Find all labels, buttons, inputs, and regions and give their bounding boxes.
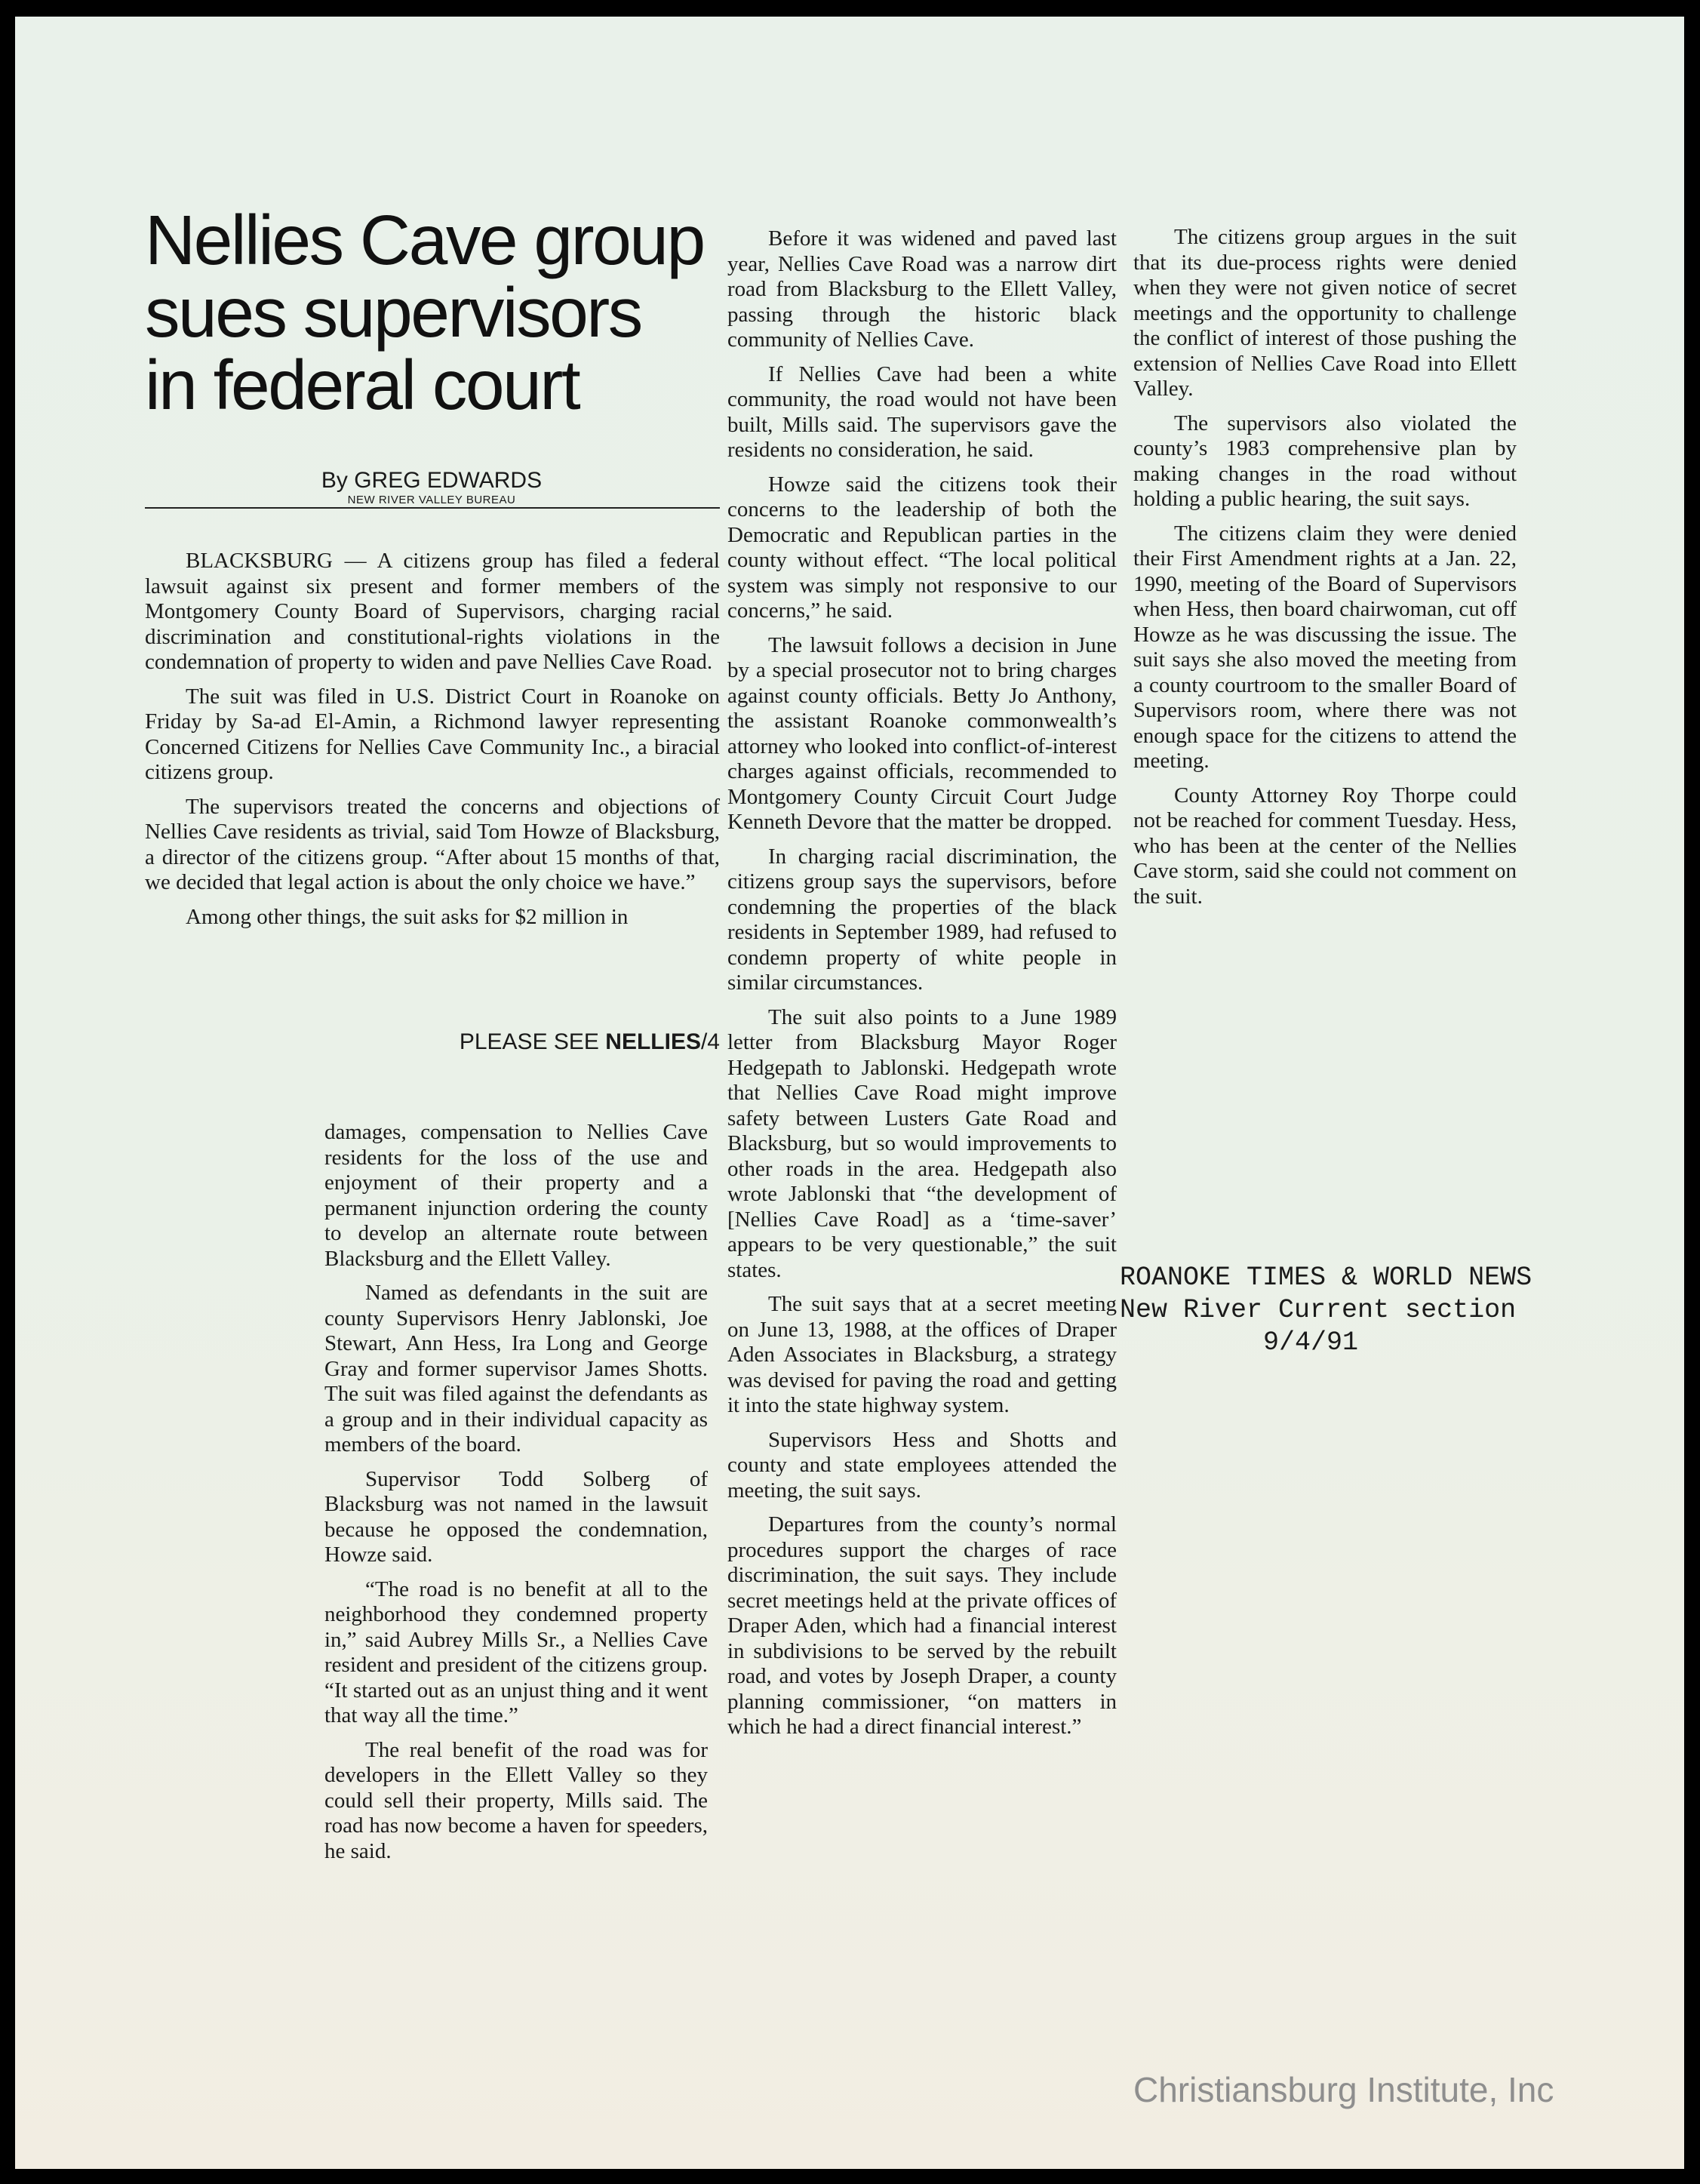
paragraph: Departures from the county’s normal procedures support the charges of race discrimination, the suit says. They include secret meetings held at the private offices of Draper Aden, which had a financial interest in subdivisions to be served by the rebuilt road, and votes by Joseph Draper, a county planning commissioner, “on matters in which he had a direct financial interest.”: [727, 1512, 1117, 1739]
article-column-1-continued: [324, 1120, 708, 1873]
paragraph: The supervisors treated the concerns and objections of Nellies Cave residents as trivial, said Tom Howze of Blacksburg, a director of the citizens group. “After about 15 months of that, we decided that legal action is about the only choice we have.”: [145, 794, 720, 894]
paragraph: The suit was filed in U.S. District Court in Roanoke on Friday by Sa-ad El-Amin, a Richmond lawyer representing Concerned Citizens for Nellies Cave Community Inc., a biracial citizens group.: [145, 684, 720, 784]
article-column-2: [727, 226, 1117, 1749]
paragraph: Before it was widened and paved last year, Nellies Cave Road was a narrow dirt road from Blacksburg to the Ellett Valley, passing through the historic black community of Nellies Cave.: [727, 226, 1117, 352]
jump-page: /4: [700, 1029, 720, 1054]
paragraph: If Nellies Cave had been a white community, the road would not have been built, Mills said. The supervisors gave the residents no consideration, he said.: [727, 361, 1117, 462]
source-date: 9/4/91: [1263, 1327, 1359, 1358]
byline-rule: [145, 507, 720, 509]
watermark: Christiansburg Institute, Inc: [1133, 2070, 1554, 2109]
paragraph: Howze said the citizens took their concerns to the leadership of both the Democratic and Republican parties in the county without effect. “The local political system was simply not responsive to our concerns,” he said.: [727, 472, 1117, 623]
paragraph: County Attorney Roy Thorpe could not be reached for comment Tuesday. Hess, who has been at the center of the Nellies Cave storm, said she could not comment on the suit.: [1133, 783, 1517, 909]
headline: [145, 201, 718, 424]
newspaper-clipping: [15, 17, 1684, 2169]
paragraph: In charging racial discrimination, the citizens group says the supervisors, before condemning the properties of the black residents in September 1989, had refused to condemn property of white people in similar circumstances.: [727, 844, 1117, 995]
paragraph: BLACKSBURG — A citizens group has filed a federal lawsuit against six present and former members of the Montgomery County Board of Supervisors, charging racial discrimination and constitutional-rights violations in the condemnation of property to widen and pave Nellies Cave Road.: [145, 549, 720, 674]
paragraph: The real benefit of the road was for developers in the Ellett Valley so they could sell their property, Mills said. The road has now become a haven for speeders, he said.: [324, 1737, 708, 1863]
paragraph: “The road is no benefit at all to the neighborhood they condemned property in,” said Aubrey Mills Sr., a Nellies Cave resident and president of the citizens group. “It started out as an unjust thing and it went that way all the time.”: [324, 1576, 708, 1727]
continuation-line: [145, 1029, 720, 1056]
byline-bureau: NEW RIVER VALLEY BUREAU: [347, 494, 516, 506]
paragraph: Supervisors Hess and Shotts and county and state employees attended the meeting, the suit says.: [727, 1427, 1117, 1503]
byline: [145, 468, 718, 507]
paragraph: The supervisors also violated the county’s 1983 comprehensive plan by making changes in the road without holding a public hearing, the suit says.: [1133, 411, 1517, 511]
paragraph: The suit says that at a secret meeting on June 13, 1988, at the offices of Draper Aden Associates in Blacksburg, a strategy was devised for paving the road and getting it into the state highway system.: [727, 1292, 1117, 1417]
source-publication: ROANOKE TIMES & WORLD NEWS: [1120, 1263, 1532, 1293]
jump-keyword: NELLIES: [605, 1029, 701, 1054]
paragraph: Named as defendants in the suit are county Supervisors Henry Jablonski, Joe Stewart, Ann Hess, Ira Long and George Gray and former supervisor James Shotts. The suit was filed against the defendants as a group and in their individual capacity as members of the board.: [324, 1281, 708, 1457]
paragraph: The citizens group argues in the suit that its due-process rights were denied when they were not given notice of secret meetings and the opportunity to challenge the conflict of interest of those pushing the extension of Nellies Cave Road into Ellett Valley.: [1133, 225, 1517, 401]
paragraph: The suit also points to a June 1989 letter from Blacksburg Mayor Roger Hedgepath to Jablonski. Hedgepath wrote that Nellies Cave Road might improve safety between Lusters Gate Road and Blacksburg, but so would improvements to other roads in the area. Hedgepath also wrote Jablonski that “the development of [Nellies Cave Road] as a ‘time-saver’ appears to be very questionable,” the suit states.: [727, 1004, 1117, 1282]
article-column-1: [145, 549, 720, 939]
paragraph: Among other things, the suit asks for $2 million in: [186, 904, 629, 929]
source-section: New River Current section: [1120, 1295, 1517, 1325]
article-column-3: [1133, 225, 1517, 918]
byline-author: By GREG EDWARDS: [321, 468, 543, 493]
paragraph: The lawsuit follows a decision in June by a special prosecutor not to bring charges against county officials. Betty Jo Anthony, the assistant Roanoke commonwealth’s attorney who looked into conflict-of-interest charges against officials, recommended to Montgomery County Circuit Court Judge Kenneth Devore that the matter be dropped.: [727, 632, 1117, 834]
headline-line-2: sues supervisors: [145, 273, 641, 352]
paragraph: damages, compensation to Nellies Cave residents for the loss of the use and enjoyment of their property and a permanent injunction ordering the county to develop an alternate route between Blacksburg and the Ellett Valley.: [324, 1120, 708, 1271]
paragraph: Supervisor Todd Solberg of Blacksburg was not named in the lawsuit because he opposed the condemnation, Howze said.: [324, 1466, 708, 1567]
source-stamp: [1120, 1262, 1572, 1359]
jump-prefix: PLEASE SEE: [459, 1029, 606, 1054]
paragraph: The citizens claim they were denied their First Amendment rights at a Jan. 22, 1990, meeting of the Board of Supervisors when Hess, then board chairwoman, cut off Howze as he was discussing the issue. The suit says she also moved the meeting from a county courtroom to the smaller Board of Supervisors room, where there was not enough space for the citizens to attend the meeting.: [1133, 521, 1517, 773]
headline-line-1: Nellies Cave group: [145, 201, 704, 279]
headline-line-3: in federal court: [145, 346, 579, 424]
